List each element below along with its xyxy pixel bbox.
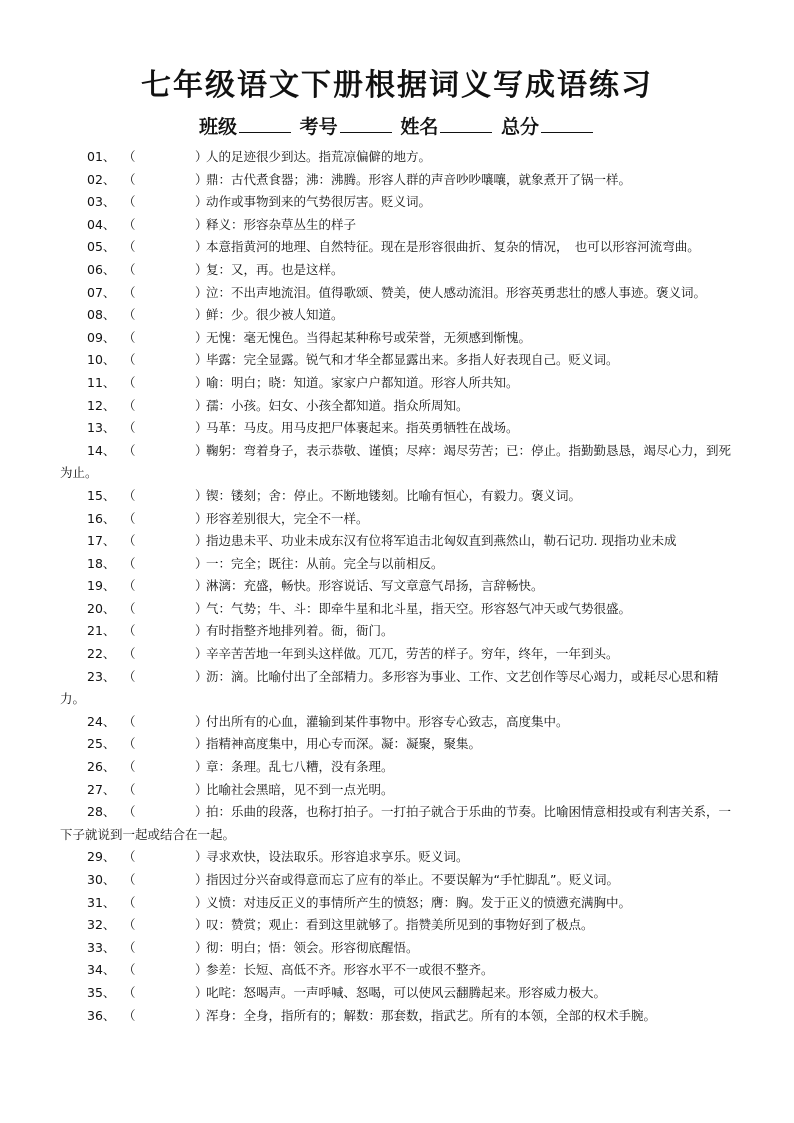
question-definition: 鲜：少。很少被人知道。 (206, 307, 344, 323)
page-title: 七年级语文下册根据词义写成语练习 (141, 68, 653, 103)
question-definition: 辛辛苦苦地一年到头这样做。兀兀，劳苦的样子。穷年，终年，一年到头。 (206, 646, 619, 662)
question-definition: 复：又，再。也是这样。 (206, 261, 344, 277)
question-definition: 叱咤：怒喝声。一声呼喊、怒喝，可以使风云翻腾起来。形容威力极大。 (206, 984, 607, 1000)
question-number: 30、 (87, 872, 116, 887)
question-item (60, 485, 734, 508)
answer-blank-close: ） (195, 397, 208, 413)
question-item (60, 937, 734, 960)
answer-blank[interactable]: （ (123, 668, 136, 684)
question-definition: 章：条理。乱七八糟，没有条理。 (206, 759, 394, 775)
question-definition: 气：气势；牛、斗：即牵牛星和北斗星，指天空。形容怒气冲天或气势很盛。 (206, 600, 632, 616)
question-item (60, 169, 734, 192)
answer-blank-close: ） (195, 939, 208, 955)
answer-blank[interactable]: （ (123, 781, 136, 797)
question-item (60, 666, 734, 711)
name-blank[interactable] (440, 114, 492, 133)
question-number: 20、 (87, 600, 116, 616)
question-number: 29、 (87, 849, 116, 865)
answer-blank-close: ） (195, 713, 208, 729)
answer-blank[interactable]: （ (123, 939, 136, 955)
answer-blank[interactable]: （ (123, 307, 136, 323)
question-item (60, 959, 734, 982)
question-number: 08、 (87, 307, 116, 323)
question-number: 16、 (87, 510, 116, 526)
answer-blank-close: ） (195, 533, 208, 549)
answer-blank[interactable]: （ (123, 261, 136, 277)
answer-blank[interactable]: （ (123, 849, 136, 865)
question-item (60, 259, 734, 282)
class-label: 班级 (199, 116, 238, 138)
question-definition: 泣：不出声地流泪。值得歌颂、赞美，使人感动流泪。形容英勇悲壮的感人事迹。褒义词。 (206, 284, 707, 300)
answer-blank-close: ） (195, 1007, 208, 1023)
answer-blank[interactable]: （ (123, 487, 136, 503)
question-definition: 叹：赞赏；观止：看到这里就够了。指赞美所见到的事物好到了极点。 (206, 917, 594, 933)
answer-blank-close: ） (195, 984, 208, 1000)
question-item (60, 304, 734, 327)
question-item (60, 372, 734, 395)
question-number: 07、 (87, 284, 116, 300)
question-definition: 有时指整齐地排列着。衙，衙门。 (206, 623, 394, 639)
question-number: 24、 (87, 713, 116, 729)
question-definition: 鞠躬：弯着身子，表示恭敬、谨慎；尽瘁：竭尽劳苦；已：停止。指勤勤恳恳，竭尽心力，到死为止。 (60, 442, 732, 481)
question-item (60, 508, 734, 531)
question-definition: 锲：镂刻；舍：停止。不断地镂刻。比喻有恒心，有毅力。褒义词。 (206, 487, 582, 503)
answer-blank[interactable]: （ (123, 578, 136, 594)
answer-blank[interactable]: （ (123, 374, 136, 390)
answer-blank-close: ） (195, 239, 208, 255)
answer-blank[interactable]: （ (123, 352, 136, 368)
question-definition: 无愧：毫无愧色。当得起某种称号或荣誉，无须感到惭愧。 (206, 329, 532, 345)
answer-blank-close: ） (195, 600, 208, 616)
answer-blank-close: ） (195, 510, 208, 526)
question-definition: 释义：形容杂草丛生的样子 (206, 216, 357, 232)
question-definition: 比喻社会黑暗，见不到一点光明。 (206, 781, 394, 797)
answer-blank-close: ） (195, 555, 208, 571)
answer-blank-close: ） (195, 487, 208, 503)
question-definition: 指边患未平、功业未成东汉有位将军追击北匈奴直到燕然山，勒石记功. 现指功业未成 (206, 533, 677, 549)
question-item (60, 598, 734, 621)
question-number: 34、 (87, 962, 116, 978)
answer-blank-close: ） (195, 646, 208, 662)
answer-blank-close: ） (195, 872, 208, 887)
answer-blank[interactable]: （ (123, 894, 136, 910)
question-definition: 淋漓：充盛，畅快。形容说话、写文章意气昂扬，言辞畅快。 (206, 578, 544, 594)
answer-blank-close: ） (195, 216, 208, 232)
question-number: 31、 (87, 894, 116, 910)
question-item (60, 620, 734, 643)
answer-blank-close: ） (195, 781, 208, 797)
question-number: 21、 (87, 623, 116, 639)
answer-blank-close: ） (195, 668, 208, 684)
question-number: 03、 (87, 194, 116, 210)
question-item (60, 643, 734, 666)
question-number: 05、 (87, 239, 116, 255)
answer-blank[interactable]: （ (123, 510, 136, 526)
question-number: 15、 (87, 487, 116, 503)
question-definition: 动作或事物到来的气势很厉害。贬义词。 (206, 194, 432, 210)
question-item (60, 146, 734, 169)
question-item (60, 892, 734, 915)
question-definition: 鼎：古代煮食器；沸：沸腾。形容人群的声音吵吵嚷嚷，就象煮开了锅一样。 (206, 171, 632, 187)
question-item (60, 327, 734, 350)
question-definition: 拍：乐曲的段落，也称打拍子。一打拍子就合于乐曲的节奏。比喻困情意相投或有利害关系，一下子就说到一起或结合在一起。 (60, 804, 732, 842)
question-item (60, 417, 734, 440)
question-definition: 参差：长短、高低不齐。形容水平不一或很不整齐。 (206, 962, 494, 978)
question-number: 11、 (87, 374, 116, 390)
score-blank[interactable] (541, 114, 593, 133)
question-number: 22、 (87, 646, 116, 662)
answer-blank[interactable]: （ (123, 149, 136, 164)
answer-blank-close: ） (195, 352, 208, 368)
question-definition: 马革：马皮。用马皮把尸体裹起来。指英勇牺牲在战场。 (206, 420, 519, 436)
question-item (60, 191, 734, 214)
question-item (60, 214, 734, 237)
question-item (60, 869, 734, 892)
question-number: 27、 (87, 781, 116, 797)
answer-blank-close: ） (195, 329, 208, 345)
question-number: 01、 (87, 149, 116, 164)
question-item (60, 236, 734, 259)
question-definition: 浑身：全身，指所有的；解数：那套数，指武艺。所有的本领，全部的权术手腕。 (206, 1007, 657, 1023)
answer-blank[interactable]: （ (123, 555, 136, 571)
answer-blank[interactable]: （ (123, 984, 136, 1000)
answer-blank-close: ） (195, 849, 208, 865)
answer-blank[interactable]: （ (123, 284, 136, 300)
question-number: 23、 (87, 668, 116, 684)
answer-blank[interactable]: （ (123, 397, 136, 413)
answer-blank[interactable]: （ (123, 736, 136, 752)
question-number: 10、 (87, 352, 116, 368)
question-definition: 喻：明白；晓：知道。家家户户都知道。形容人所共知。 (206, 374, 519, 390)
answer-blank-close: ） (195, 149, 208, 164)
answer-blank[interactable]: （ (123, 420, 136, 436)
question-definition: 彻：明白；悟：领会。形容彻底醒悟。 (206, 939, 419, 955)
answer-blank-close: ） (195, 307, 208, 323)
question-item (60, 779, 734, 802)
question-definition: 沥：滴。比喻付出了全部精力。多形容为事业、工作、文艺创作等尽心竭力，或耗尽心思和精力。 (60, 668, 719, 707)
question-number: 35、 (87, 984, 116, 1000)
answer-blank[interactable]: （ (123, 623, 136, 639)
exam-no-blank[interactable] (340, 114, 392, 133)
question-item (60, 1005, 734, 1028)
question-item (60, 553, 734, 576)
answer-blank-close: ） (195, 374, 208, 390)
answer-blank[interactable]: （ (123, 962, 136, 978)
answer-blank[interactable]: （ (123, 872, 136, 887)
answer-blank-close: ） (195, 894, 208, 910)
question-item (60, 282, 734, 305)
info-line (0, 112, 794, 139)
question-number: 32、 (87, 917, 116, 933)
question-item (60, 711, 734, 734)
question-number: 02、 (87, 171, 116, 187)
answer-blank-close: ） (195, 442, 208, 458)
answer-blank[interactable]: （ (123, 329, 136, 345)
answer-blank-close: ） (195, 171, 208, 187)
question-item (60, 801, 734, 846)
exam-no-label: 考号 (299, 116, 338, 138)
question-list (60, 146, 734, 1027)
question-item (60, 395, 734, 418)
question-number: 33、 (87, 939, 116, 955)
answer-blank-close: ） (195, 759, 208, 775)
question-item (60, 846, 734, 869)
question-definition: 付出所有的心血，灌输到某件事物中。形容专心致志，高度集中。 (206, 713, 569, 729)
question-number: 12、 (87, 397, 116, 413)
answer-blank-close: ） (195, 917, 208, 933)
question-number: 25、 (87, 736, 116, 752)
question-number: 19、 (87, 578, 116, 594)
answer-blank[interactable]: （ (123, 646, 136, 662)
answer-blank[interactable]: （ (123, 713, 136, 729)
answer-blank-close: ） (195, 284, 208, 300)
question-number: 06、 (87, 261, 116, 277)
answer-blank[interactable]: （ (123, 533, 136, 549)
answer-blank[interactable]: （ (123, 759, 136, 775)
answer-blank[interactable]: （ (123, 194, 136, 210)
answer-blank-close: ） (195, 420, 208, 436)
question-definition: 形容差别很大，完全不一样。 (206, 510, 369, 526)
question-number: 17、 (87, 533, 116, 549)
question-definition: 寻求欢快，设法取乐。形容追求享乐。贬义词。 (206, 849, 469, 865)
question-number: 36、 (87, 1007, 116, 1023)
answer-blank[interactable]: （ (123, 1007, 136, 1023)
question-definition: 孺：小孩。妇女、小孩全都知道。指众所周知。 (206, 397, 469, 413)
question-number: 04、 (87, 216, 116, 232)
question-number: 09、 (87, 329, 116, 345)
question-definition: 毕露：完全显露。锐气和才华全都显露出来。多指人好表现自己。贬义词。 (206, 352, 619, 368)
score-label: 总分 (500, 116, 539, 138)
answer-blank-close: ） (195, 578, 208, 594)
question-item (60, 914, 734, 937)
answer-blank-close: ） (195, 962, 208, 978)
question-item (60, 982, 734, 1005)
question-item (60, 575, 734, 598)
answer-blank-close: ） (195, 261, 208, 277)
question-definition: 指精神高度集中，用心专而深。凝：凝聚，聚集。 (206, 736, 482, 752)
question-definition: 本意指黄河的地理、自然特征。现在是形容很曲折、复杂的情况， 也可以形容河流弯曲。 (206, 239, 700, 255)
question-item (60, 733, 734, 756)
question-item (60, 349, 734, 372)
question-definition: 人的足迹很少到达。指荒凉偏僻的地方。 (206, 149, 432, 164)
answer-blank[interactable]: （ (123, 171, 136, 187)
answer-blank-close: ） (195, 804, 208, 820)
question-item (60, 756, 734, 779)
question-number: 18、 (87, 555, 116, 571)
question-definition: 一：完全；既往：从前。完全与以前相反。 (206, 555, 444, 571)
question-number: 28、 (87, 804, 116, 820)
question-definition: 义愤：对违反正义的事情所产生的愤怒；膺：胸。发于正义的愤懑充满胸中。 (206, 894, 632, 910)
answer-blank-close: ） (195, 194, 208, 210)
answer-blank[interactable]: （ (123, 600, 136, 616)
name-label: 姓名 (400, 116, 439, 138)
question-item (60, 440, 734, 485)
answer-blank[interactable]: （ (123, 216, 136, 232)
question-definition: 指因过分兴奋或得意而忘了应有的举止。不要误解为“手忙脚乱”。贬义词。 (206, 872, 619, 887)
answer-blank[interactable]: （ (123, 442, 136, 458)
answer-blank[interactable]: （ (123, 917, 136, 933)
answer-blank-close: ） (195, 623, 208, 639)
answer-blank-close: ） (195, 736, 208, 752)
question-number: 26、 (87, 759, 116, 775)
question-number: 13、 (87, 420, 116, 436)
question-item (60, 530, 734, 553)
answer-blank[interactable]: （ (123, 804, 136, 820)
answer-blank[interactable]: （ (123, 239, 136, 255)
question-number: 14、 (87, 442, 116, 458)
class-blank[interactable] (239, 114, 291, 133)
